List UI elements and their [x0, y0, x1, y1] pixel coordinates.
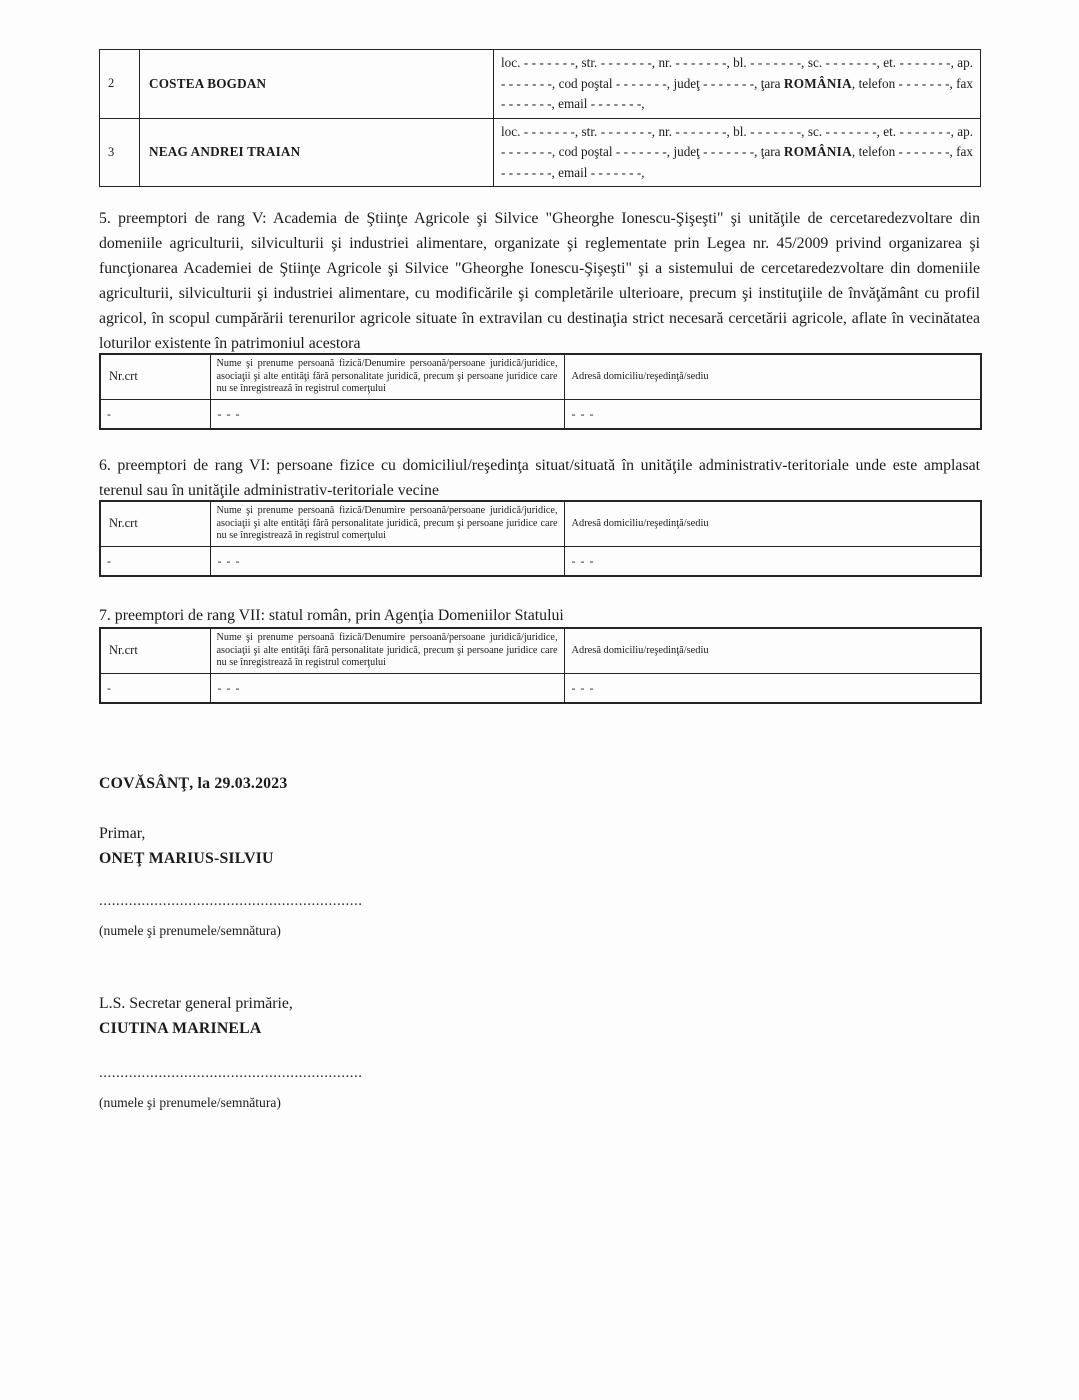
signature-line: ..............................................................: [99, 1065, 363, 1081]
empty-address: - - -: [564, 399, 981, 429]
header-nr-crt: Nr.crt: [100, 628, 210, 673]
header-address: Adresă domiciliu/reşedinţă/sediu: [564, 501, 981, 546]
paragraph-rank-5: 5. preemptori de rang V: Academia de Ştiinţe Agricole şi Silvice "Gheorghe Ionescu-Şişeşti" şi unităţile de cercetaredezvoltare din domeniile agriculturii, silviculturii şi industriei alimentare, organizate şi reglementate prin Legea nr. 45/2009 privind organizarea şi funcţionarea Academiei de Ştiinţe Agricole şi Silvice "Gheorghe Ionescu-Şişeşti" şi a sistemului de cercetaredezvoltare din domeniile agriculturii, silviculturii şi industriei alimentare, cu modificările şi completările ulterioare, precum şi instituţiile de învăţământ cu profil agricol, în scopul cumpărării terenurilor agricole situate în extravilan cu destinaţia strict necesară cercetării agricole, aflate în vecinătatea loturilor existente în patrimoniul acestora: [99, 210, 980, 352]
empty-name: - - -: [210, 673, 564, 703]
address-text: , telefon - - - - - - -, fax - - - - - - -, email - - - - - - -,: [501, 144, 973, 180]
paragraph-rank-7: 7. preemptori de rang VII: statul român, prin Agenţia Domeniilor Statului: [99, 607, 564, 624]
mayor-title: Primar,: [99, 825, 146, 842]
header-name: Nume şi prenume persoană fizică/Denumire persoană/persoane juridică/juridice, asociaţii şi alte entităţi fără personalitate juridică, precum şi persoane juridice care nu se înregistrează în registrul comerţului: [210, 628, 564, 673]
preemptor-address: [494, 118, 981, 187]
preemptor-address: [494, 50, 981, 119]
table-row: [100, 118, 981, 187]
preemptor-rank6-table: [99, 500, 982, 577]
table-header-row: [100, 628, 981, 673]
table-row: [100, 399, 981, 429]
row-number: 3: [100, 118, 140, 187]
header-nr-crt: Nr.crt: [100, 501, 210, 546]
table-row: [100, 546, 981, 576]
empty-nr: -: [100, 546, 210, 576]
empty-nr: -: [100, 673, 210, 703]
address-text: loc. - - - - - - -, str. - - - - - - -, nr. - - - - - - -, bl. - - - - - - -, sc. - - - - - - -, et. - - - - - - -, ap. - - - - - - -, cod poştal - - - - - - -, judeţ - - - - - - -, ţara: [501, 123, 973, 159]
empty-nr: -: [100, 399, 210, 429]
table-header-row: [100, 354, 981, 399]
empty-name: - - -: [210, 399, 564, 429]
place-and-date: COVĂSÂNŢ, la 29.03.2023: [99, 775, 288, 792]
header-nr-crt: Nr.crt: [100, 354, 210, 399]
table-row: [100, 673, 981, 703]
table-header-row: [100, 501, 981, 546]
preemptor-rank5-table: [99, 353, 982, 430]
empty-address: - - -: [564, 546, 981, 576]
header-name: Nume şi prenume persoană fizică/Denumire persoană/persoane juridică/juridice, asociaţii şi alte entităţi fără personalitate juridică, precum şi persoane juridice care nu se înregistrează în registrul comerţului: [210, 501, 564, 546]
country-name: ROMÂNIA: [783, 75, 852, 91]
mayor-name: ONEŢ MARIUS-SILVIU: [99, 850, 274, 867]
table-row: [100, 50, 981, 119]
empty-address: - - -: [564, 673, 981, 703]
signature-label: (numele şi prenumele/semnătura): [99, 1095, 281, 1110]
preemptor-rank7-table: [99, 627, 982, 704]
row-number: 2: [100, 50, 140, 119]
country-name: ROMÂNIA: [783, 144, 852, 159]
header-name: Nume şi prenume persoană fizică/Denumire persoană/persoane juridică/juridice, asociaţii şi alte entităţi fără personalitate juridică, precum şi persoane juridice care nu se înregistrează în registrul comerţului: [210, 354, 564, 399]
address-text: , telefon - - - - - - -, fax - - - - - - -, email - - - - - - -,: [501, 75, 973, 111]
header-address: Adresă domiciliu/reşedinţă/sediu: [564, 628, 981, 673]
address-text: loc. - - - - - - -, str. - - - - - - -, nr. - - - - - - -, bl. - - - - - - -, sc. - - - - - - -, et. - - - - - - -, ap. - - - - - - -, cod poştal - - - - - - -, judeţ - - - - - - -, ţara: [501, 55, 973, 91]
secretary-title: L.S. Secretar general primărie,: [99, 995, 293, 1012]
secretary-name: CIUTINA MARINELA: [99, 1020, 262, 1037]
preemptor-name: NEAG ANDREI TRAIAN: [140, 118, 494, 187]
signature-label: (numele şi prenumele/semnătura): [99, 923, 281, 938]
header-address: Adresă domiciliu/reşedinţă/sediu: [564, 354, 981, 399]
empty-name: - - -: [210, 546, 564, 576]
preemptor-names-table: [99, 49, 981, 187]
preemptor-name: COSTEA BOGDAN: [140, 50, 494, 119]
signature-line: ..............................................................: [99, 893, 363, 909]
paragraph-rank-6: 6. preemptori de rang VI: persoane fizice cu domiciliul/reşedinţa situat/situată în unităţile administrativ-teritoriale unde este amplasat terenul sau în unităţile administrativ-teritoriale vecine: [99, 457, 980, 499]
